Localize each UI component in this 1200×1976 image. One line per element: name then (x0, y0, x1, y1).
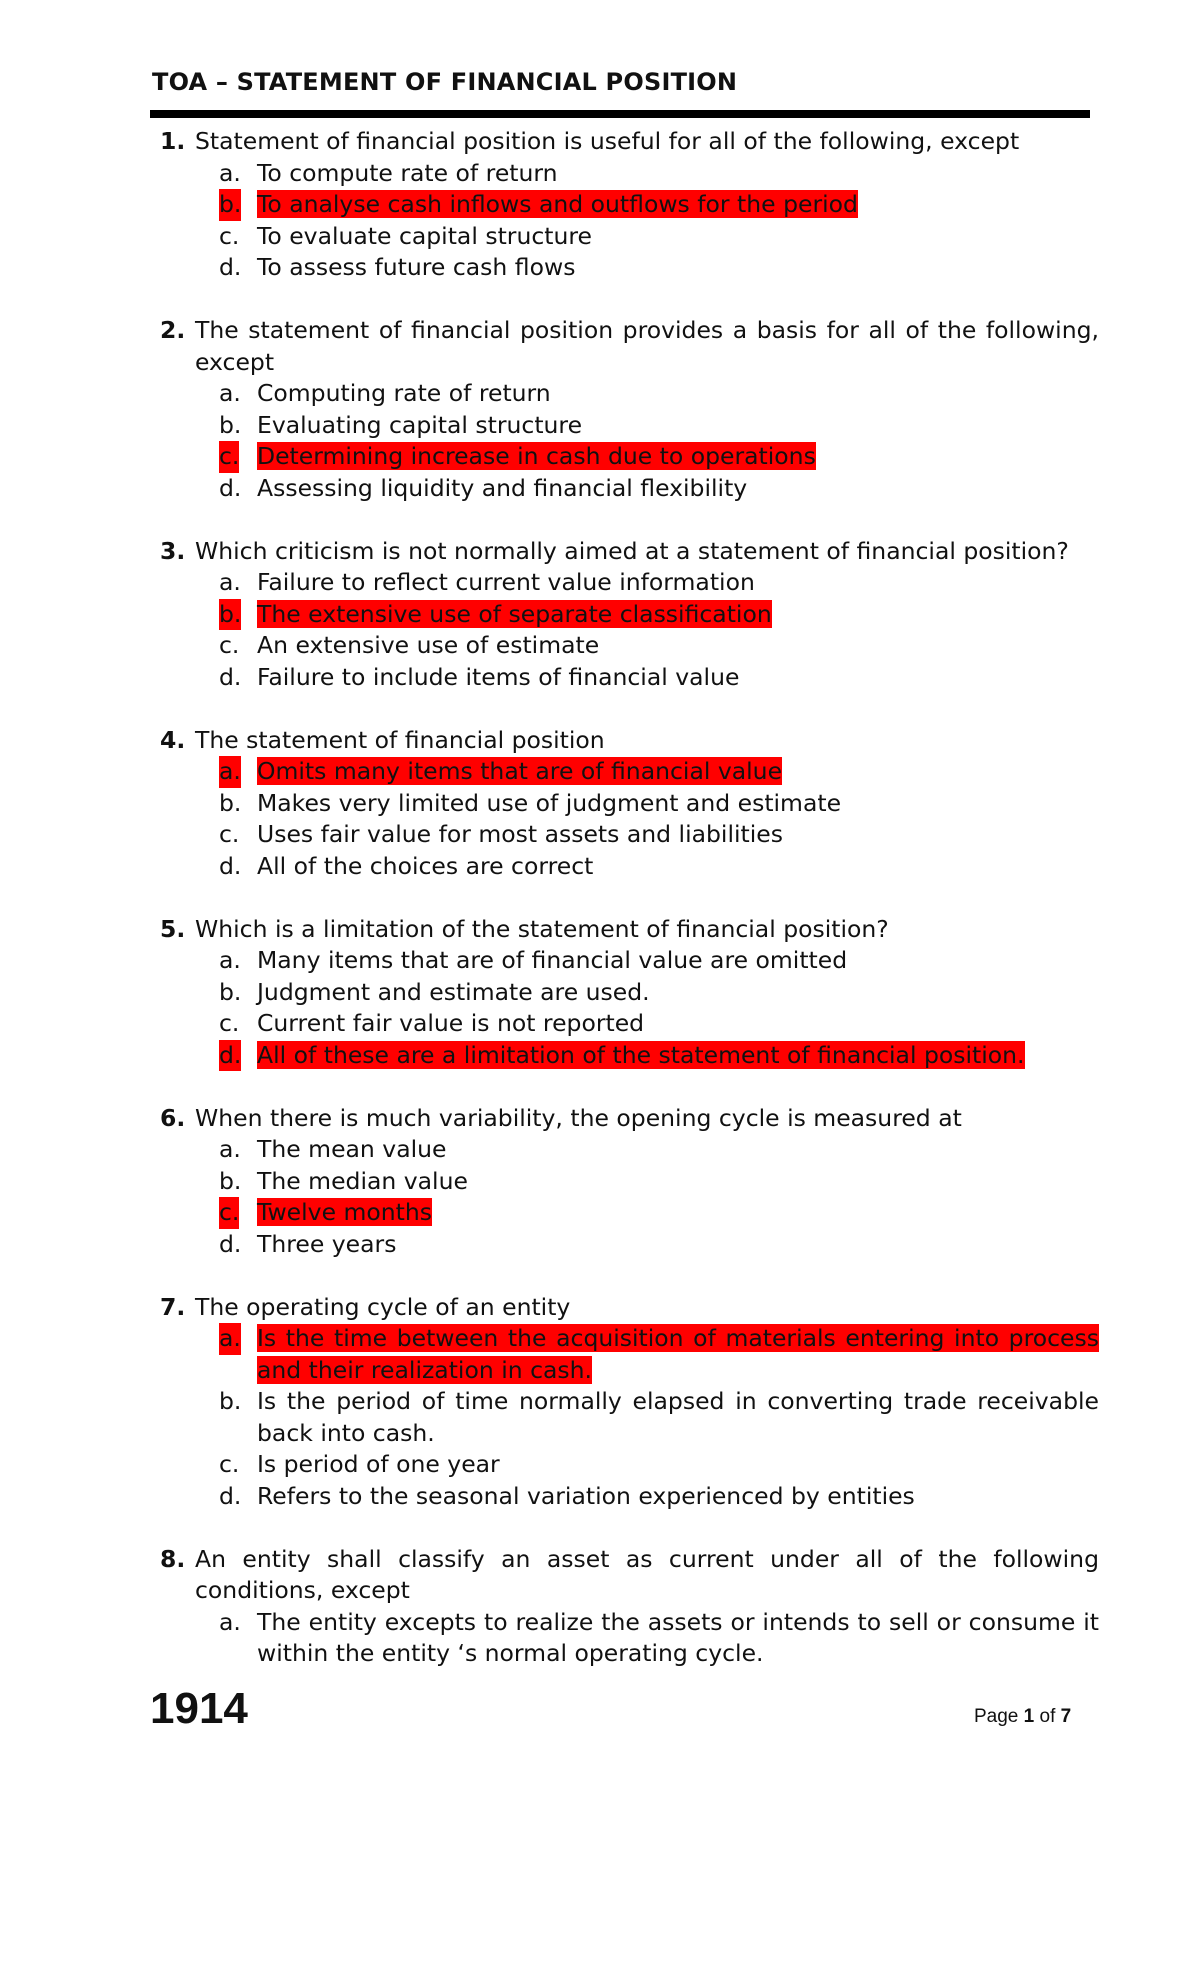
question-item (0, 1292, 1200, 1513)
answer-option (0, 977, 1099, 1009)
option-letter: b. (219, 977, 242, 1006)
total-pages-number: 7 (1060, 1706, 1072, 1727)
answer-option (0, 1386, 1099, 1449)
question-item (0, 914, 1200, 1072)
option-text: The median value (257, 1166, 468, 1195)
option-text: Computing rate of return (257, 379, 551, 407)
option-text: The extensive use of separate classification (257, 599, 772, 628)
option-text: To evaluate capital structure (257, 221, 592, 250)
answer-option (0, 221, 1099, 253)
option-letter: d. (219, 253, 242, 281)
question-number: 1. (160, 127, 186, 155)
option-text: To analyse cash inflows and outflows for the period (257, 190, 858, 218)
option-text: The entity excepts to realize the assets or intends to sell or consume it within the entity ‘s normal operating cycle. (257, 1607, 1099, 1667)
option-text: All of these are a limitation of the statement of financial position. (257, 1040, 1025, 1069)
option-text: Assessing liquidity and financial flexibility (257, 473, 748, 502)
answer-option (0, 1134, 1099, 1166)
question-text: An entity shall classify an asset as current under all of the following conditions, except (195, 1544, 1099, 1604)
option-letter: a. (219, 1135, 241, 1163)
question-text: The statement of financial position provides a basis for all of the following, except (195, 316, 1099, 376)
question-number: 2. (160, 316, 186, 344)
question-text: When there is much variability, the opening cycle is measured at (195, 1103, 962, 1132)
answer-option (0, 1166, 1099, 1198)
answer-option (0, 945, 1099, 977)
page-code-number: 1914 (150, 1684, 248, 1733)
option-letter: c. (219, 221, 240, 250)
option-letter: b. (219, 189, 241, 221)
option-text: Twelve months (257, 1198, 433, 1226)
option-text: An extensive use of estimate (257, 631, 600, 659)
option-letter: b. (219, 1387, 242, 1415)
question-stem (0, 725, 1099, 757)
question-item (0, 315, 1200, 504)
option-text: Omits many items that are of financial value (257, 757, 783, 785)
option-letter: d. (219, 1040, 241, 1072)
question-text: Which is a limitation of the statement of financial position? (195, 914, 889, 943)
option-text: Determining increase in cash due to operations (257, 442, 816, 470)
option-text: Is the period of time normally elapsed in converting trade receivable back into cash. (257, 1387, 1099, 1447)
option-text: Uses fair value for most assets and liabilities (257, 820, 783, 848)
option-text: Evaluating capital structure (257, 410, 583, 439)
answer-option (0, 1449, 1099, 1481)
answer-option (0, 252, 1099, 284)
option-text: Judgment and estimate are used. (257, 977, 650, 1006)
option-text: Is the time between the acquisition of materials entering into process and their realization in cash. (257, 1324, 1099, 1384)
option-letter: b. (219, 410, 242, 439)
answer-option (0, 473, 1099, 505)
option-letter: a. (219, 568, 241, 596)
option-text: Failure to include items of financial value (257, 662, 740, 691)
option-text: Current fair value is not reported (257, 1009, 645, 1037)
question-number: 5. (160, 914, 186, 943)
answer-option-highlighted (0, 756, 1099, 788)
answer-option-highlighted (0, 1197, 1099, 1229)
option-letter: d. (219, 1229, 242, 1258)
option-letter: c. (219, 631, 240, 659)
option-text: To assess future cash flows (257, 253, 576, 281)
answer-option (0, 378, 1099, 410)
option-letter: d. (219, 1481, 242, 1510)
option-letter: c. (219, 1197, 239, 1229)
option-text: The mean value (257, 1135, 447, 1163)
answer-option-highlighted (0, 599, 1099, 631)
answer-option-highlighted (0, 1323, 1099, 1386)
question-stem (0, 126, 1099, 158)
option-text: Many items that are of financial value are omitted (257, 946, 848, 974)
answer-option (0, 158, 1099, 190)
page-word: Page (974, 1706, 1019, 1727)
option-text: Makes very limited use of judgment and estimate (257, 788, 842, 817)
question-stem (0, 1292, 1099, 1324)
current-page-number: 1 (1023, 1706, 1035, 1727)
answer-option (0, 662, 1099, 694)
option-text: Three years (257, 1229, 397, 1258)
question-text: Statement of financial position is useful for all of the following, except (195, 127, 1020, 155)
answer-option (0, 410, 1099, 442)
option-letter: c. (219, 1009, 240, 1037)
option-letter: b. (219, 788, 242, 817)
question-number: 6. (160, 1103, 186, 1132)
answer-option (0, 851, 1099, 883)
option-letter: a. (219, 756, 241, 788)
option-letter: d. (219, 662, 242, 691)
title-underline (150, 110, 1090, 118)
question-stem (0, 1544, 1099, 1607)
option-letter: d. (219, 851, 242, 880)
option-letter: d. (219, 473, 242, 502)
answer-option (0, 788, 1099, 820)
question-list (0, 126, 1200, 1701)
option-text: Refers to the seasonal variation experienced by entities (257, 1481, 915, 1510)
option-text: Failure to reflect current value information (257, 568, 755, 596)
answer-option (0, 1008, 1099, 1040)
question-text: The statement of financial position (195, 725, 605, 754)
answer-option-highlighted (0, 441, 1099, 473)
option-letter: c. (219, 820, 240, 848)
option-letter: c. (219, 441, 239, 473)
option-letter: b. (219, 1166, 242, 1195)
document-title: TOA – STATEMENT OF FINANCIAL POSITION (152, 68, 738, 96)
of-word: of (1039, 1706, 1056, 1727)
question-item (0, 1103, 1200, 1261)
question-stem (0, 536, 1099, 568)
question-item (0, 1544, 1200, 1670)
option-text: Is period of one year (257, 1450, 500, 1478)
option-text: To compute rate of return (257, 158, 558, 187)
question-stem (0, 1103, 1099, 1135)
option-letter: c. (219, 1450, 240, 1478)
answer-option-highlighted (0, 1040, 1099, 1072)
option-letter: b. (219, 599, 241, 631)
question-item (0, 126, 1200, 284)
question-text: The operating cycle of an entity (195, 1292, 571, 1321)
answer-option-highlighted (0, 189, 1099, 221)
question-number: 8. (160, 1544, 186, 1573)
option-letter: a. (219, 946, 241, 974)
option-letter: a. (219, 1607, 241, 1636)
answer-option (0, 630, 1099, 662)
question-stem (0, 914, 1099, 946)
question-stem (0, 315, 1099, 378)
option-text: All of the choices are correct (257, 851, 594, 880)
question-text: Which criticism is not normally aimed at a statement of financial position? (195, 536, 1069, 565)
question-number: 4. (160, 725, 186, 754)
option-letter: a. (219, 158, 241, 187)
answer-option (0, 819, 1099, 851)
answer-option (0, 1481, 1099, 1513)
question-item (0, 725, 1200, 883)
option-letter: a. (219, 1323, 241, 1355)
page-footer (974, 1706, 1071, 1728)
answer-option (0, 567, 1099, 599)
question-number: 7. (160, 1292, 186, 1321)
answer-option (0, 1607, 1099, 1670)
question-number: 3. (160, 536, 186, 565)
option-letter: a. (219, 379, 241, 407)
question-item (0, 536, 1200, 694)
answer-option (0, 1229, 1099, 1261)
